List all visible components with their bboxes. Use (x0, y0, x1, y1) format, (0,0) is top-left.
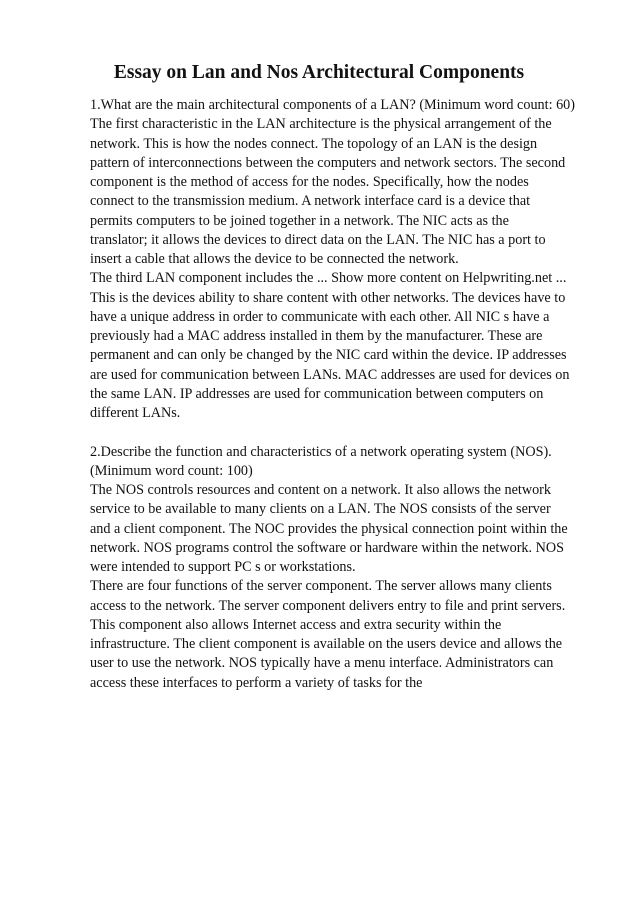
text-line: network. NOS programs control the software or hardware within the network. NOS (90, 539, 564, 556)
text-line: are used for communication between LANs. MAC addresses are used for devices on (90, 366, 570, 383)
document-title: Essay on Lan and Nos Architectural Components (113, 62, 525, 83)
document-body (90, 96, 590, 693)
text-line: different LANs. (90, 405, 181, 421)
text-line: previously had a MAC address installed in them by the manufacturer. These are (90, 328, 543, 344)
text-line: translator; it allows the devices to direct data on the LAN. The NIC has a port to (90, 231, 546, 248)
text-line: permanent and can only be changed by the NIC card within the device. IP addresses (90, 347, 567, 364)
text-line: permits computers to be joined together in a network. The NIC acts as the (90, 212, 509, 229)
text-line: The NOS controls resources and content on a network. It also allows the network (90, 482, 551, 498)
paragraph-spacer (90, 423, 590, 442)
text-line: infrastructure. The client component is available on the users device and allows the (90, 636, 563, 652)
text-line: This component also allows Internet access and extra security within the (90, 616, 502, 633)
text-line: connect to the transmission medium. A network interface card is a device that (90, 193, 531, 210)
text-line: This is the devices ability to share content with other networks. The devices have to (90, 289, 566, 306)
text-line: network. This is how the nodes connect. The topology of an LAN is the design (90, 135, 538, 152)
text-line: have a unique address in order to communicate with each other. All NIC s have a (90, 308, 550, 325)
text-line: user to use the network. NOS typically have a menu interface. Administrators can (90, 655, 554, 672)
text-line: 2.Describe the function and characteristics of a network operating system (NOS). (90, 443, 552, 460)
text-line: pattern of interconnections between the computers and network sectors. The second (90, 154, 566, 171)
text-line: and a client component. The NOC provides the physical connection point within the (90, 520, 568, 537)
text-line: access these interfaces to perform a variety of tasks for the (90, 674, 423, 691)
text-line: (Minimum word count: 100) (90, 462, 253, 479)
text-line: 1.What are the main architectural components of a LAN? (Minimum word count: 60) (90, 97, 575, 113)
text-line: insert a cable that allows the device to be connected the network. (90, 251, 459, 267)
section-question-2 (90, 443, 590, 693)
text-line: component is the method of access for the nodes. Specifically, how the nodes (90, 174, 529, 190)
section-question-1 (90, 96, 590, 423)
text-line: were intended to support PC s or workstations. (90, 559, 356, 575)
text-line: service to be available to many clients on a LAN. The NOS consists of the server (90, 501, 551, 518)
text-line: There are four functions of the server component. The server allows many clients (90, 578, 552, 595)
text-line: access to the network. The server component delivers entry to file and print servers. (90, 597, 566, 614)
text-line: The third LAN component includes the ... Show more content on Helpwriting.net ... (90, 270, 567, 287)
text-line: the same LAN. IP addresses are used for communication between computers on (90, 385, 544, 402)
text-line: The first characteristic in the LAN architecture is the physical arrangement of the (90, 116, 552, 133)
